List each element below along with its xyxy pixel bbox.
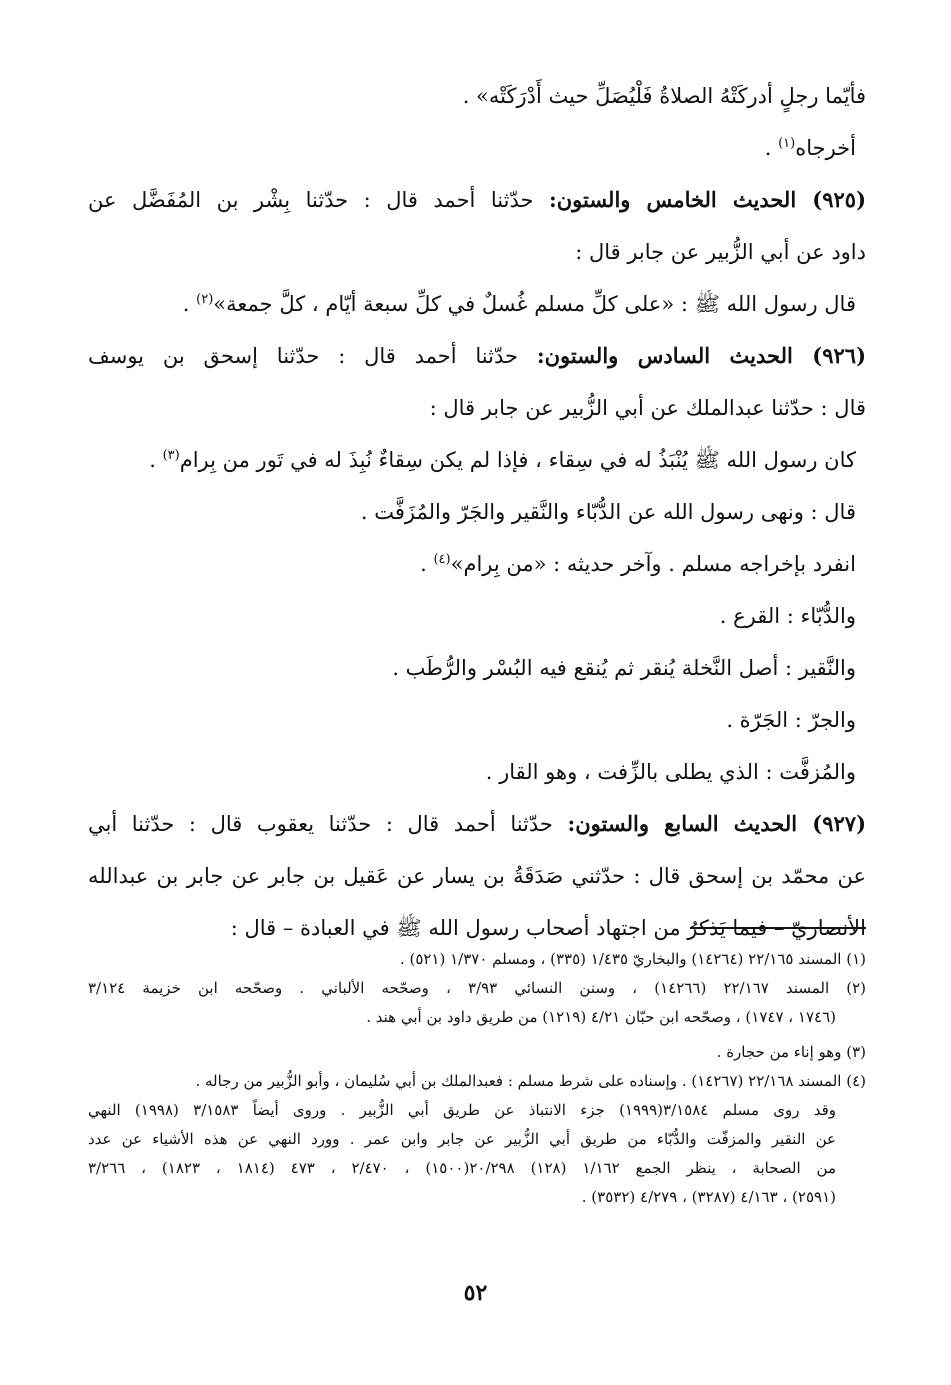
text-line	[88, 850, 866, 902]
text-span: أخرجاه	[795, 136, 856, 160]
footnote-4-cont: (٢٥٩١) ، ٤/١٦٣ (٣٢٨٧) ، ٤/٢٧٩ (٣٥٣٢) .	[581, 1188, 836, 1206]
text-span: انفرد بإخراجه مسلم . وآخر حديثه : «من بِرام»	[450, 552, 856, 576]
footnote-ref[interactable]: (٢)	[196, 292, 214, 307]
footnote-ref[interactable]: (٤)	[433, 552, 451, 567]
footnote-3: (٣) وهو إناء من حجارة .	[716, 1043, 866, 1061]
text-span: قال : حدّثنا عبدالملك عن أبي الزُّبير عن جابر قال :	[429, 396, 866, 420]
text-line	[88, 694, 866, 746]
footnote-ref[interactable]: (٣)	[162, 448, 180, 463]
footnotes	[88, 945, 866, 1212]
text-line	[88, 382, 866, 434]
text-line	[88, 434, 866, 486]
text-span: والجرّ : الجَرّة .	[726, 708, 856, 732]
footnote-4-cont: عن النقير والمزفّت والدُّبّاء من طريق أبي الزُّبير عن جابر وابن عمر . وورد النهي عن هذه الأشياء عن عدد	[88, 1130, 836, 1148]
text-span: والدُّبّاء : القرع .	[719, 604, 856, 628]
text-span: والنَّقير : أصل النَّخلة يُنقر ثم يُنقع فيه البُسْر والرُّطَب .	[392, 656, 856, 680]
footnote-2-cont: (١٧٤٦ ، ١٧٤٧) ، وصحّحه ابن حبّان ٤/٢١ (١٢١٩) من طريق داود بن أبي هند .	[366, 1008, 836, 1026]
text-span: الأنصاريّ – فيما يَذكرُ من اجتهاد أصحاب رسول الله ﷺ في العبادة – قال :	[230, 916, 866, 940]
hadith-number-label: (٩٢٥) الحديث الخامس والستون:	[548, 187, 866, 212]
text-line	[88, 538, 866, 590]
text-span: .	[420, 552, 434, 576]
text-line	[88, 226, 866, 278]
text-line	[88, 746, 866, 798]
page-number: ٥٢	[463, 1280, 488, 1306]
text-span: حدّثنا أحمد قال : حدّثنا يعقوب قال : حدّثنا أبي	[88, 812, 568, 836]
text-line	[88, 70, 866, 122]
footnote-separator	[690, 927, 866, 929]
text-span: قال رسول الله ﷺ : «على كلِّ مسلم غُسلٌ في كلِّ سبعة أيّام ، كلَّ جمعة»	[213, 292, 856, 316]
footnote-4: (٤) المسند ٢٢/١٦٨ (١٤٢٦٧) . وإسناده على شرط مسلم : فعبدالملك بن أبي سُليمان ، وأبو الزُّبير من رجاله .	[195, 1072, 866, 1090]
text-span: حدّثنا أحمد قال : حدّثنا بِشْر بن المُفَضَّل عن	[88, 188, 549, 212]
footnote-ref[interactable]: (١)	[778, 136, 796, 151]
text-span: والمُزفَّت : الذي يطلى بالزِّفت ، وهو القار .	[485, 760, 856, 784]
text-span: داود عن أبي الزُّبير عن جابر قال :	[575, 240, 866, 264]
hadith-heading-925	[88, 174, 866, 226]
footnote-4-cont: وقد روى مسلم ٣/١٥٨٤(١٩٩٩) جزء الانتباذ عن طريق أبي الزُّبير . وروى أيضاً ٣/١٥٨٣ (١٩٩٨) النهي	[88, 1101, 836, 1119]
footnote-1: (١) المسند ٢٢/١٦٥ (١٤٢٦٤) والبخاريّ ١/٤٣٥ (٣٣٥) ، ومسلم ١/٣٧٠ (٥٢١) .	[399, 950, 866, 968]
text-span: .	[182, 292, 197, 316]
text-line	[88, 642, 866, 694]
hadith-number-label: (٩٢٧) الحديث السابع والستون:	[567, 811, 866, 836]
main-text	[88, 70, 866, 954]
text-line	[88, 486, 866, 538]
footnote-2: (٢) المسند ٢٢/١٦٧ (١٤٢٦٦) ، وسنن النسائي ٣/٩٣ ، وصحّحه الألباني . وصحّحه ابن خزيمة ٣/١٢٤	[88, 979, 867, 997]
text-span: كان رسول الله ﷺ يُنْبَذُ له في سِقاء ، فإذا لم يكن سِقاءٌ نُبِذَ له في تَور من بِرام	[179, 448, 856, 472]
text-span: عن محمّد بن إسحق قال : حدّثني صَدَقَةُ بن يسار عن عَقيل بن جابر عن جابر بن عبدالله	[88, 864, 866, 888]
footnote-4-cont: من الصحابة ، ينظر الجمع ١/١٦٢ (١٢٨) ٢٠/٢٩٨(١٥٠٠) ، ٢/٤٧٠ ، ٤٧٣ (١٨١٤ ، ١٨٢٣) ، ٣/٢٦٦	[88, 1159, 836, 1177]
text-span: قال : ونهى رسول الله عن الدُّبّاء والنَّقير والجَرّ والمُزَفَّت .	[360, 500, 856, 524]
text-span: حدّثنا أحمد قال : حدّثنا إسحق بن يوسف	[88, 344, 537, 368]
text-span: .	[149, 448, 163, 472]
hadith-number-label: (٩٢٦) الحديث السادس والستون:	[536, 343, 867, 368]
text-span: فأيّما رجلٍ أدركَتْهُ الصلاةُ فَلْيُصَلِّ حيث أَدْرَكَتْه» .	[462, 84, 866, 108]
text-span: .	[764, 136, 779, 160]
text-line	[88, 590, 866, 642]
hadith-heading-927	[88, 798, 866, 850]
text-line	[88, 278, 866, 330]
hadith-heading-926	[88, 330, 866, 382]
text-line	[88, 122, 866, 174]
